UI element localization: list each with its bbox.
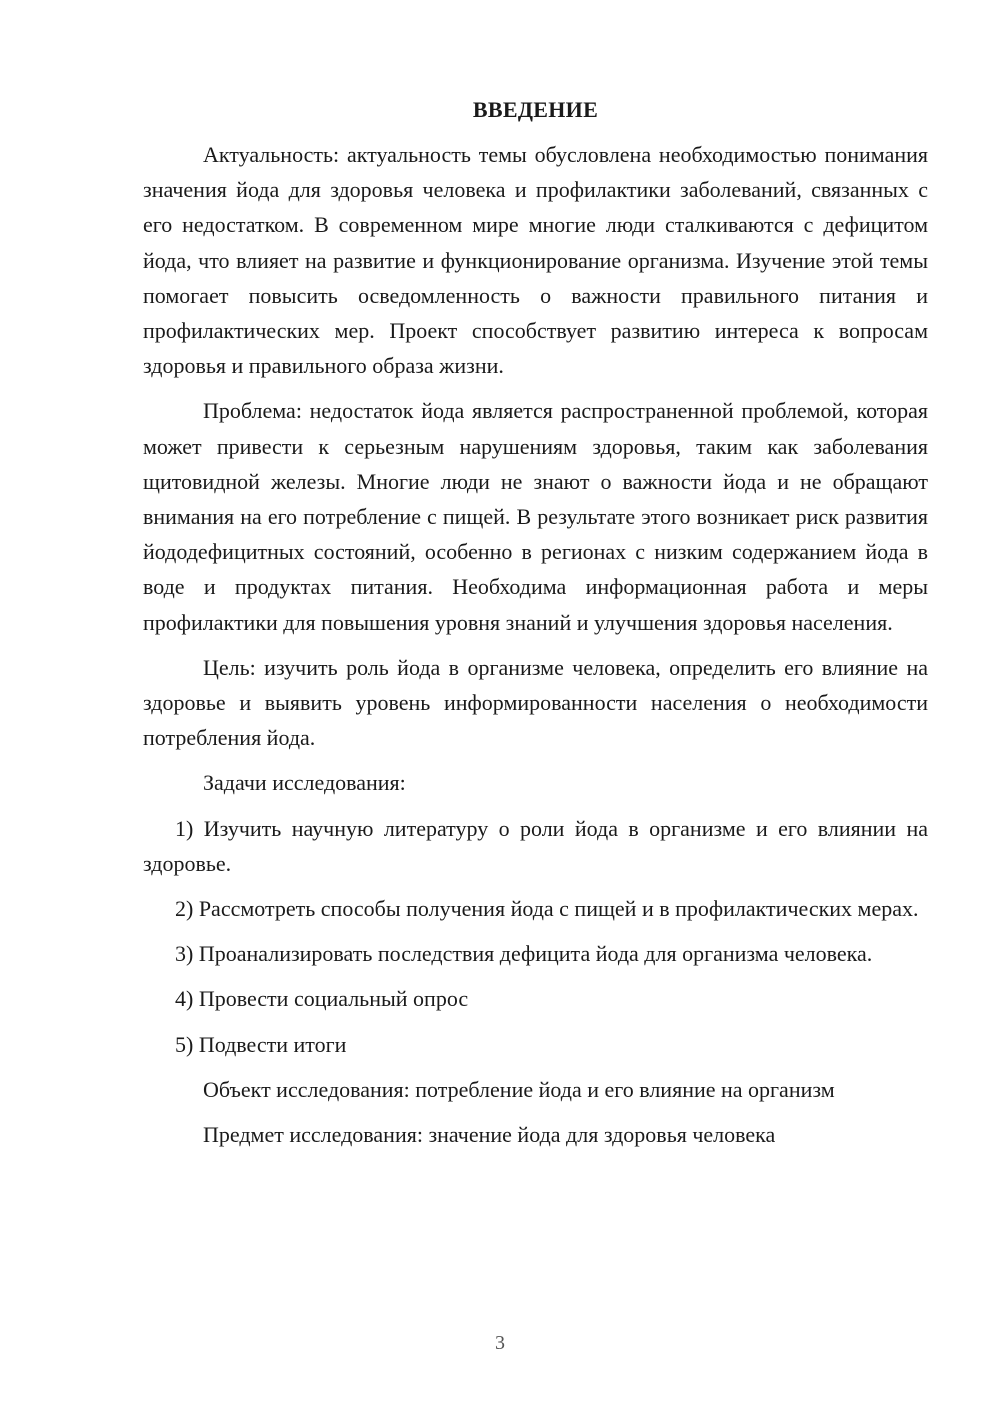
task-item-1: 1) Изучить научную литературу о роли йода в организме и его влиянии на здоровье. <box>143 815 928 876</box>
task-item-2: 2) Рассмотреть способы получения йода с пищей и в профилактических мерах. <box>175 896 919 922</box>
goal-paragraph: Цель: изучить роль йода в организме человека, определить его влияние на здоровье и выявить уровень информированности населения о необходимости потребления йода. <box>143 654 928 751</box>
research-object-paragraph: Объект исследования: потребление йода и его влияние на организм <box>203 1076 835 1102</box>
task-item-5: 5) Подвести итоги <box>175 1031 347 1057</box>
page-number: 3 <box>495 1332 505 1354</box>
task-item-3: 3) Проанализировать последствия дефицита йода для организма человека. <box>175 941 873 967</box>
task-item-4: 4) Провести социальный опрос <box>175 986 469 1012</box>
research-subject-paragraph: Предмет исследования: значение йода для здоровья человека <box>203 1122 776 1148</box>
tasks-heading: Задачи исследования: <box>203 770 406 796</box>
document-page <box>143 90 928 1152</box>
page-title: ВВЕДЕНИЕ <box>472 97 599 122</box>
relevance-paragraph: Актуальность: актуальность темы обусловлена необходимостью понимания значения йода для здоровья человека и профилактики заболеваний, связанных с его недостатком. В современном мире многие люди сталкиваются с дефицитом йода, что влияет на развитие и функционирование организма. Изучение этой темы помогает повысить осведомленность о важности правильного питания и профилактических мер. Проект способствует развитию интереса к вопросам здоровья и правильного образа жизни. <box>143 142 928 379</box>
problem-paragraph: Проблема: недостаток йода является распространенной проблемой, которая может привести к серьезным нарушениям здоровья, таким как заболевания щитовидной железы. Многие люди не знают о важности йода и не обращают внимания на его потребление с пищей. В результате этого возникает риск развития йододефицитных состояний, особенно в регионах с низким содержанием йода в воде и продуктах питания. Необходима информационная работа и меры профилактики для повышения уровня знаний и улучшения здоровья населения. <box>143 398 928 635</box>
